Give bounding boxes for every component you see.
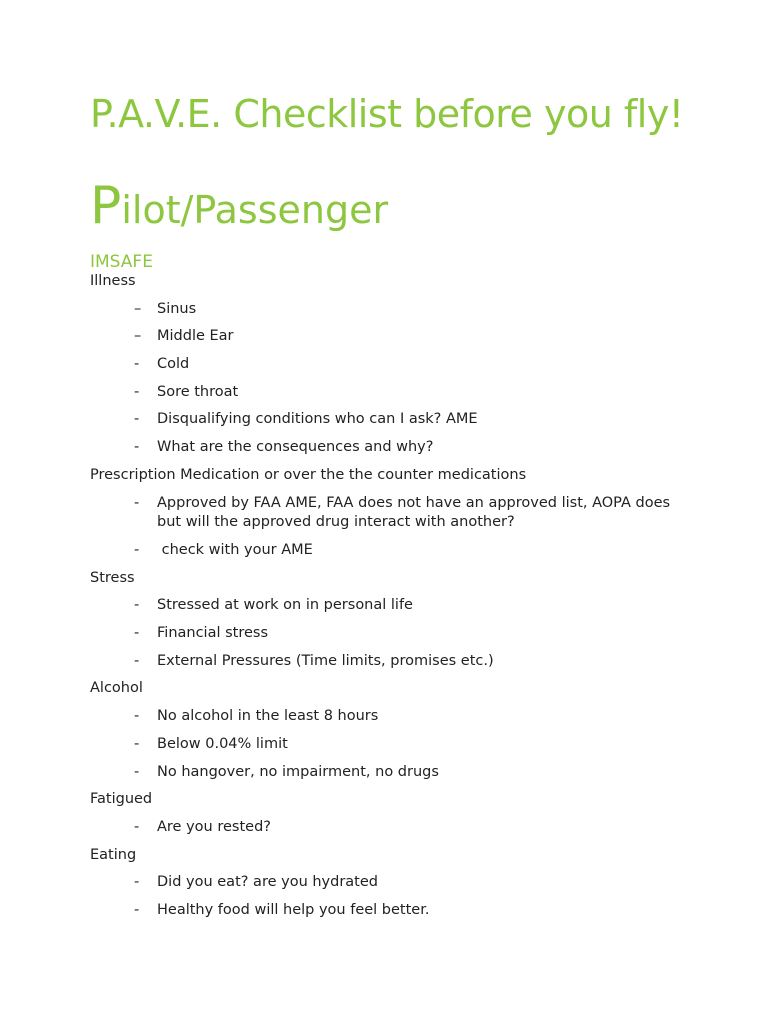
list-item-text: Sinus (157, 300, 197, 317)
bullet-dash: - (134, 735, 140, 752)
list-item (90, 707, 710, 735)
list-item-text: No alcohol in the least 8 hours (157, 708, 379, 725)
category-label: Fatigued (90, 791, 153, 808)
bullet-dash: - (134, 494, 140, 511)
category-label: Prescription Medication or over the the counter medications (90, 466, 527, 483)
list-item (90, 383, 710, 411)
list-item (90, 735, 710, 763)
list-item (90, 410, 710, 438)
list-item (90, 624, 710, 652)
list-item (90, 901, 710, 929)
bullet-dash: - (134, 625, 140, 642)
list-item-text: Below 0.04% limit (157, 735, 288, 752)
checklist (90, 272, 710, 929)
list-item-text: Did you eat? are you hydrated (157, 874, 378, 891)
list-item-text: Financial stress (157, 625, 269, 642)
list-item (90, 873, 710, 901)
list-item-text: No hangover, no impairment, no drugs (157, 763, 439, 780)
list-item (90, 327, 710, 355)
bullet-dash: - (134, 439, 140, 456)
list-item-text: Disqualifying conditions who can I ask? AME (157, 411, 478, 428)
list-item (90, 494, 710, 541)
bullet-dash: - (134, 708, 140, 725)
category-label: Stress (90, 569, 135, 586)
page-title: P.A.V.E. Checklist before you fly! (90, 92, 684, 136)
list-item (90, 652, 710, 680)
category-label: Illness (90, 273, 136, 289)
bullet-dash: - (134, 542, 140, 558)
list-item (90, 596, 710, 624)
bullet-dash: - (134, 652, 140, 669)
category-stress (90, 569, 710, 680)
list-item (90, 818, 710, 846)
bullet-dash: - (134, 383, 140, 400)
imsafe-heading: IMSAFE (90, 252, 153, 272)
bullet-dash: - (134, 874, 140, 891)
bullet-dash: – (134, 328, 142, 345)
list-item-text: check with your AME (157, 542, 313, 558)
list-item-text: Cold (157, 356, 190, 373)
bullet-dash: – (134, 300, 142, 317)
list-item-text: Are you rested? (157, 818, 271, 835)
section-heading-pilot-passenger (90, 176, 389, 236)
bullet-dash: - (134, 356, 140, 373)
bullet-dash: - (134, 818, 140, 835)
list-item (90, 763, 710, 791)
bullet-dash: - (134, 597, 140, 614)
list-item-text: Sore throat (157, 383, 239, 400)
bullet-dash: - (134, 763, 140, 780)
list-item-text: Stressed at work on in personal life (157, 597, 413, 614)
category-illness (90, 272, 710, 466)
bullet-dash: - (134, 411, 140, 428)
category-prescription-medication (90, 466, 710, 569)
list-item-text: Approved by FAA AME, FAA does not have an approved list, AOPA does but will the approved drug interact with another? (157, 494, 671, 530)
section-heading-initial: P (90, 176, 122, 236)
list-item-text: Healthy food will help you feel better. (157, 901, 430, 918)
list-item (90, 541, 710, 569)
category-label: Alcohol (90, 680, 143, 697)
bullet-dash: - (134, 901, 140, 918)
list-item-text: Middle Ear (157, 328, 234, 345)
category-fatigued (90, 790, 710, 845)
category-label: Eating (90, 846, 137, 863)
category-eating (90, 846, 710, 929)
list-item (90, 300, 710, 328)
list-item-text: What are the consequences and why? (157, 439, 434, 456)
list-item-text: External Pressures (Time limits, promises etc.) (157, 652, 494, 669)
section-heading-rest: ilot/Passenger (121, 188, 389, 232)
list-item (90, 355, 710, 383)
list-item (90, 438, 710, 466)
category-alcohol (90, 679, 710, 790)
